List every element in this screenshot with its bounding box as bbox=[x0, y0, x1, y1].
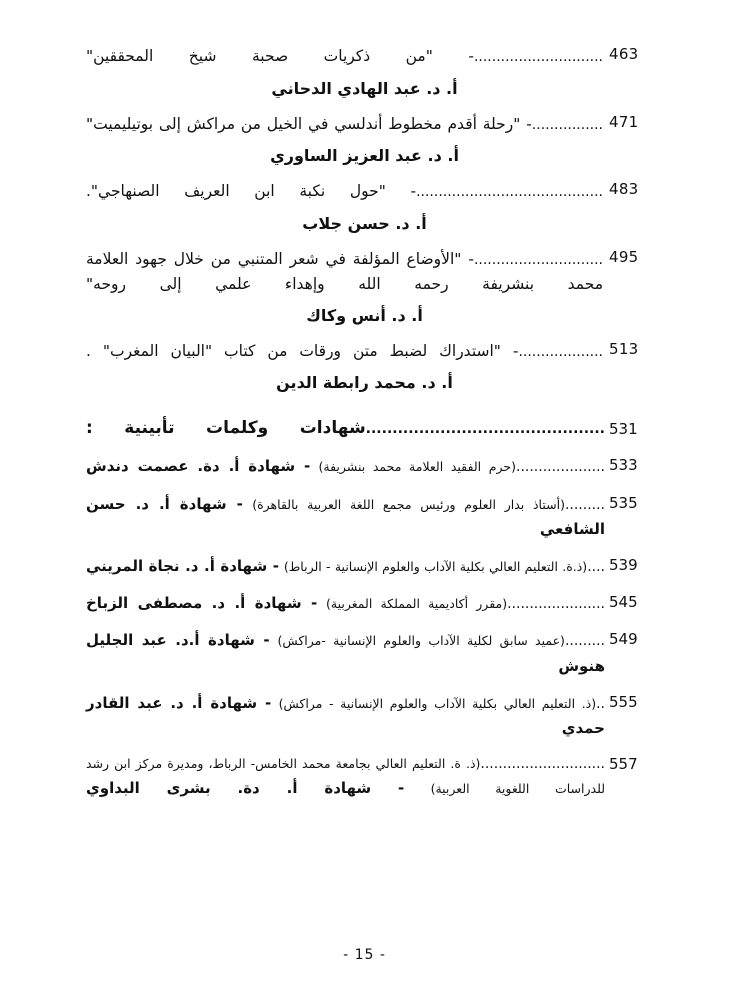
entry-title-text: - "استدراك لضبط متن ورقات من كتاب "البيان المغرب" . bbox=[86, 341, 519, 360]
section-title bbox=[86, 418, 605, 438]
entry-title bbox=[86, 44, 605, 69]
testimony-title bbox=[86, 691, 605, 741]
section-page-number: 531 bbox=[609, 420, 638, 439]
entry-title bbox=[86, 339, 605, 364]
leader-dots: .......................................... bbox=[416, 184, 603, 201]
toc-entry bbox=[86, 247, 643, 296]
entry-title bbox=[86, 112, 605, 137]
leader-dots: .... bbox=[587, 559, 605, 576]
testimony-detail: (مقرر أكاديمية المملكة المغربية) bbox=[326, 596, 508, 612]
testimony-lead: - شهادة أ. دة. عصمت دندش bbox=[86, 457, 311, 476]
entry-title-text: - "الأوضاع المؤلفة في شعر المتنبي من خلال جهود العلامة محمد بنشريفة رحمه الله وإهداء علمي إلى روحه" bbox=[86, 250, 603, 293]
testimony-page-number: 535 bbox=[609, 493, 638, 512]
toc-entry bbox=[86, 44, 643, 69]
leader-dots: ............................. bbox=[473, 252, 603, 269]
leader-dots: ............................. bbox=[473, 49, 603, 65]
testimony-detail: (ذ.ة. التعليم العالي بكلية الآداب والعلوم الإنسانية - الرباط) bbox=[283, 559, 588, 575]
section-heading bbox=[86, 418, 643, 438]
leader-dots: ................ bbox=[531, 116, 603, 133]
entry-page-number: 463 bbox=[609, 45, 639, 63]
testimony-page-number: 545 bbox=[609, 593, 638, 612]
leader-dots: ......... bbox=[564, 633, 605, 650]
testimony-lead: - شهادة أ. د. حسن الشافعي bbox=[86, 494, 605, 538]
testimony-item bbox=[86, 554, 643, 579]
testimony-item bbox=[86, 591, 643, 616]
testimony-lead: - شهادة أ. د. نجاة المريني bbox=[86, 557, 279, 576]
toc-entry bbox=[86, 339, 643, 364]
leader-dots: ...................... bbox=[507, 596, 605, 613]
testimony-page-number: 557 bbox=[609, 755, 638, 774]
leader-dots: ................... bbox=[518, 343, 603, 360]
entry-author: أ. د. حسن جلاب bbox=[302, 214, 427, 234]
testimony-lead: - شهادة أ.د. عبد الجليل هنوش bbox=[86, 631, 605, 675]
testimony-title bbox=[86, 591, 605, 616]
leader-dots: ............................ bbox=[480, 756, 605, 773]
leader-dots: .. bbox=[596, 695, 606, 712]
leader-dots: ............................................. bbox=[365, 421, 605, 438]
entry-page-number: 513 bbox=[609, 339, 639, 358]
entry-author: أ. د. عبد الهادي الدحاني bbox=[271, 78, 458, 98]
testimony-title bbox=[86, 492, 605, 542]
testimony-title bbox=[86, 554, 605, 579]
testimony-item bbox=[86, 454, 643, 479]
testimony-title bbox=[86, 753, 605, 801]
entry-author: أ. د. عبد العزيز الساوري bbox=[270, 146, 459, 166]
entry-title-text: - "رحلة أقدم مخطوط أندلسي في الخيل من مراكش إلى بوتيليميت" bbox=[86, 114, 532, 133]
entry-author: أ. د. أنس وكاك bbox=[306, 305, 423, 325]
entry-title bbox=[86, 179, 605, 204]
testimony-lead: - شهادة أ. دة. بشرى البداوي bbox=[86, 779, 405, 798]
leader-dots: .................... bbox=[516, 459, 606, 476]
testimony-lead: - شهادة أ. د. مصطفى الزباخ bbox=[86, 594, 318, 613]
leader-dots: ......... bbox=[564, 496, 606, 513]
section-title-text: شهادات وكلمات تأبينية : bbox=[86, 418, 366, 439]
entry-page-number: 495 bbox=[609, 248, 639, 267]
entry-title-text: - "حول نكبة ابن العريف الصنهاجي". bbox=[86, 182, 417, 201]
entry-page-number: 471 bbox=[609, 112, 639, 131]
testimony-page-number: 533 bbox=[609, 456, 638, 475]
toc-entry bbox=[86, 112, 643, 137]
entry-page-number: 483 bbox=[609, 180, 639, 199]
entry-title-text: - "من ذكريات صحبة شيخ المحققين" bbox=[86, 47, 474, 65]
testimony-detail: (حرم الفقيد العلامة محمد بنشريفة) bbox=[318, 459, 516, 475]
testimony-page-number: 555 bbox=[609, 692, 638, 711]
testimony-detail: (أستاذ بدار العلوم ورئيس مجمع اللغة العربية بالقاهرة) bbox=[252, 496, 565, 512]
entry-author: أ. د. محمد رابطة الدين bbox=[276, 373, 453, 393]
testimony-item bbox=[86, 492, 643, 542]
entry-title bbox=[86, 247, 605, 296]
toc-entry bbox=[86, 179, 643, 204]
testimony-item bbox=[86, 753, 643, 801]
testimony-item bbox=[86, 691, 643, 741]
testimony-page-number: 549 bbox=[609, 630, 638, 649]
testimony-lead: - شهادة أ. د. عبد القادر حمدي bbox=[86, 693, 605, 737]
page-folio: - 15 - bbox=[343, 947, 386, 963]
testimony-detail: (ذ. التعليم العالي بكلية الآداب والعلوم الإنسانية - مراكش) bbox=[278, 695, 597, 711]
testimony-title bbox=[86, 628, 605, 678]
testimony-detail: (ذ. ة. التعليم العالي بجامعة محمد الخامس- الرباط، ومديرة مركز ابن رشد للدراسات اللغوية العربية) bbox=[86, 756, 606, 797]
testimony-detail: (عميد سابق لكلية الآداب والعلوم الإنسانية -مراكش) bbox=[277, 633, 565, 649]
testimony-item bbox=[86, 628, 643, 678]
testimony-page-number: 539 bbox=[609, 556, 638, 575]
testimony-title bbox=[86, 454, 605, 479]
